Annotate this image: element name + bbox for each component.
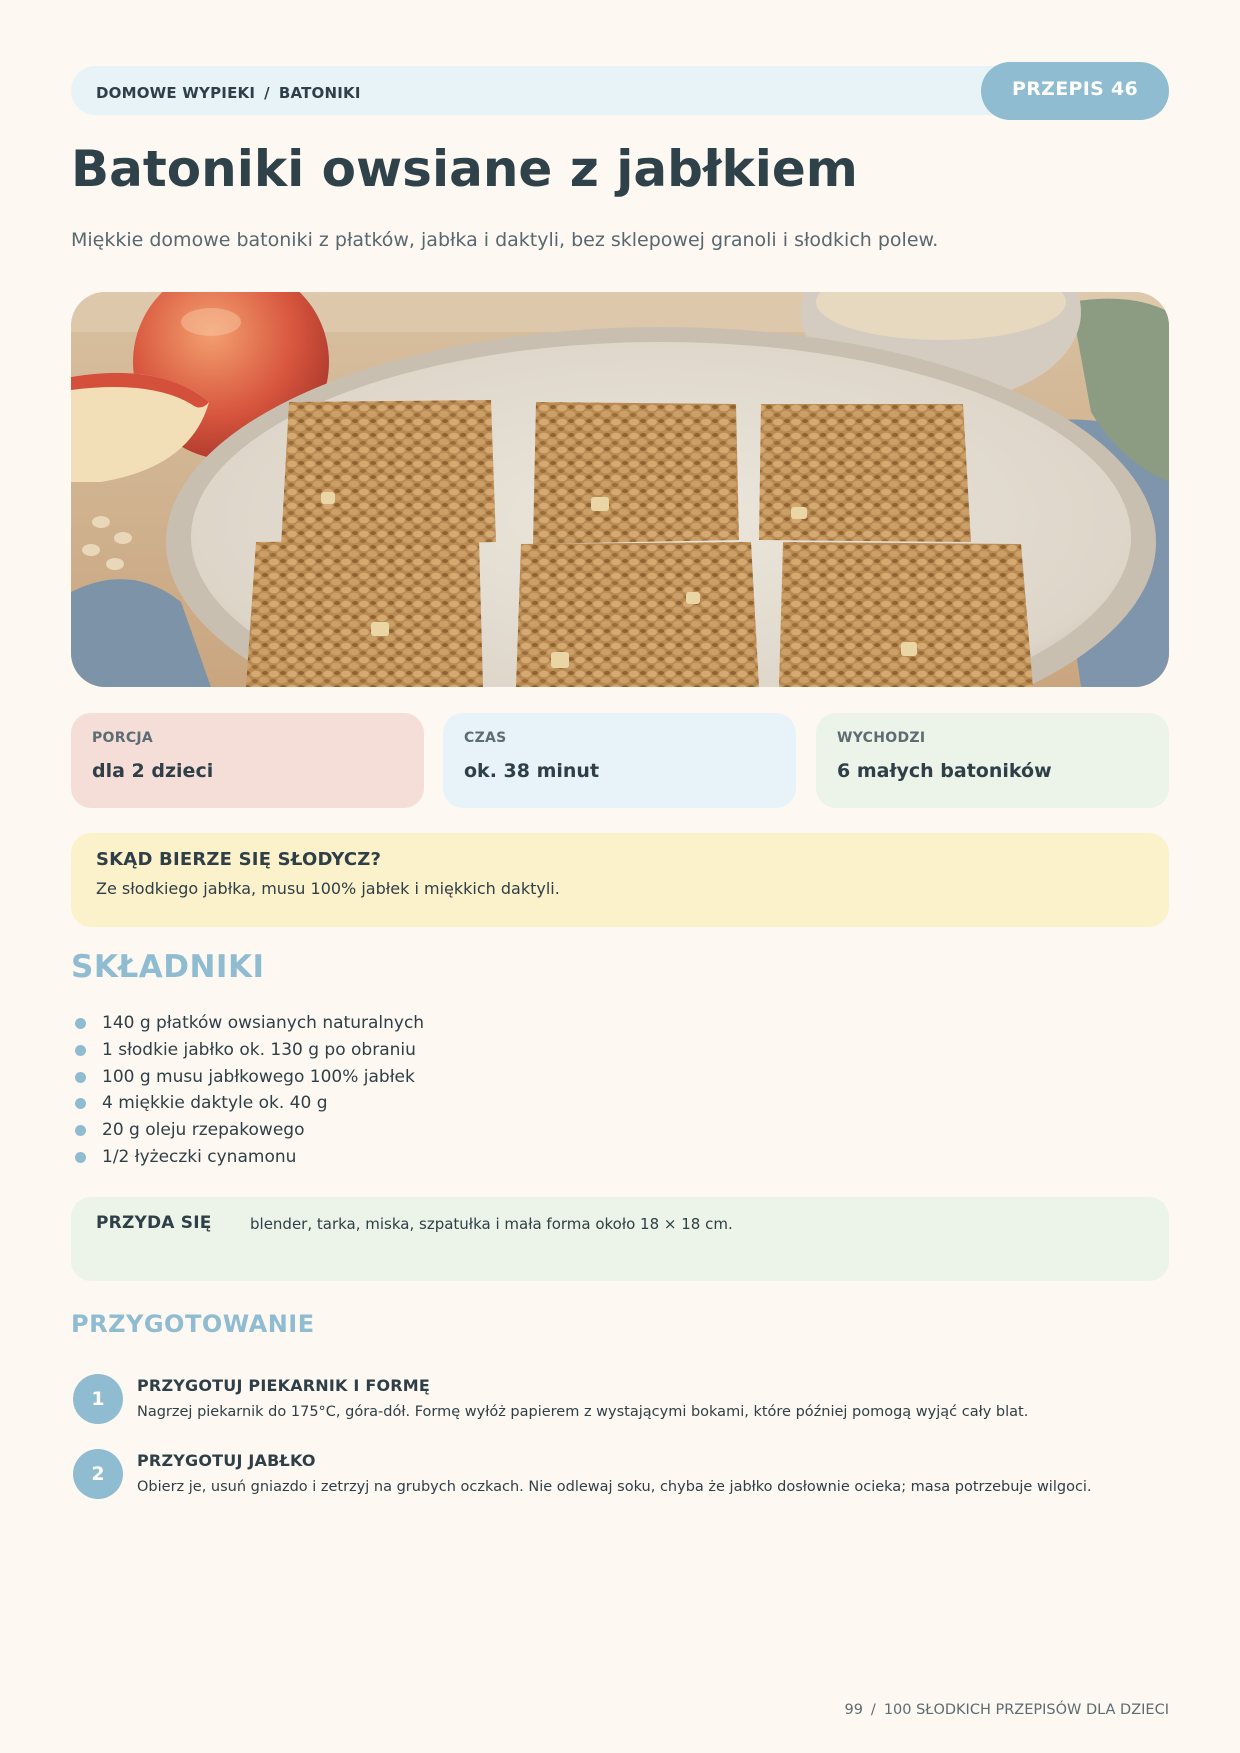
info-label: WYCHODZI [837, 730, 926, 746]
list-item: 1/2 łyżeczki cynamonu [71, 1144, 424, 1171]
sweetness-note [71, 833, 1169, 927]
list-item: 20 g oleju rzepakowego [71, 1117, 424, 1144]
list-item: 4 miękkie daktyle ok. 40 g [71, 1090, 424, 1117]
step-title: PRZYGOTUJ PIEKARNIK I FORMĘ [137, 1376, 431, 1395]
book-title: 100 SŁODKICH PRZEPISÓW DLA DZIECI [883, 1702, 1169, 1718]
step-title: PRZYGOTUJ JABŁKO [137, 1451, 316, 1470]
bullet-icon [75, 1098, 86, 1109]
bullet-icon [75, 1045, 86, 1056]
tools-text: blender, tarka, miska, szpatułka i mała forma około 18 × 18 cm. [250, 1215, 733, 1233]
page-footer [844, 1702, 1169, 1718]
page-subtitle: Miękkie domowe batoniki z płatków, jabłka i daktyli, bez sklepowej granoli i słodkich polew. [71, 229, 939, 251]
info-value: 6 małych batoników [837, 760, 1052, 782]
info-card-time [443, 713, 796, 808]
page-title: Batoniki owsiane z jabłkiem [71, 140, 858, 198]
bullet-icon [75, 1152, 86, 1163]
tools-box [71, 1197, 1169, 1281]
oat-bars-photo [71, 292, 1169, 687]
info-card-yield [816, 713, 1169, 808]
info-value: dla 2 dzieci [92, 760, 214, 782]
info-card-portion [71, 713, 424, 808]
sweetness-text: Ze słodkiego jabłka, musu 100% jabłek i miękkich daktyli. [96, 879, 560, 898]
bullet-icon [75, 1125, 86, 1136]
bullet-icon [75, 1018, 86, 1029]
info-label: CZAS [464, 730, 507, 746]
recipe-photo [71, 292, 1169, 687]
tools-heading: PRZYDA SIĘ [96, 1213, 212, 1233]
breadcrumb-section[interactable]: DOMOWE WYPIEKI [96, 84, 256, 102]
breadcrumb [71, 66, 1169, 115]
ingredients-heading: SKŁADNIKI [71, 949, 265, 985]
ingredients-list [71, 1010, 424, 1171]
info-label: PORCJA [92, 730, 154, 746]
preparation-heading: PRZYGOTOWANIE [71, 1310, 315, 1338]
info-value: ok. 38 minut [464, 760, 600, 782]
breadcrumb-separator: / [264, 84, 270, 102]
page-number: 99 [844, 1702, 863, 1718]
recipe-number-badge: PRZEPIS 46 [981, 62, 1169, 120]
breadcrumb-category[interactable]: BATONIKI [278, 84, 361, 102]
step-text: Obierz je, usuń gniazdo i zetrzyj na grubych oczkach. Nie odlewaj soku, chyba że jabłko dosłownie ocieka; masa potrzebuje wilgoci. [137, 1479, 1092, 1495]
footer-separator: / [870, 1702, 876, 1718]
list-item: 140 g płatków owsianych naturalnych [71, 1010, 424, 1037]
sweetness-heading: SKĄD BIERZE SIĘ SŁODYCZ? [96, 849, 382, 870]
step-number: 2 [73, 1449, 123, 1499]
step-text: Nagrzej piekarnik do 175°C, góra-dół. Formę wyłóż papierem z wystającymi bokami, które później pomogą wyjąć cały blat. [137, 1404, 1029, 1420]
list-item: 100 g musu jabłkowego 100% jabłek [71, 1064, 424, 1091]
step-number: 1 [73, 1374, 123, 1424]
list-item: 1 słodkie jabłko ok. 130 g po obraniu [71, 1037, 424, 1064]
bullet-icon [75, 1072, 86, 1083]
